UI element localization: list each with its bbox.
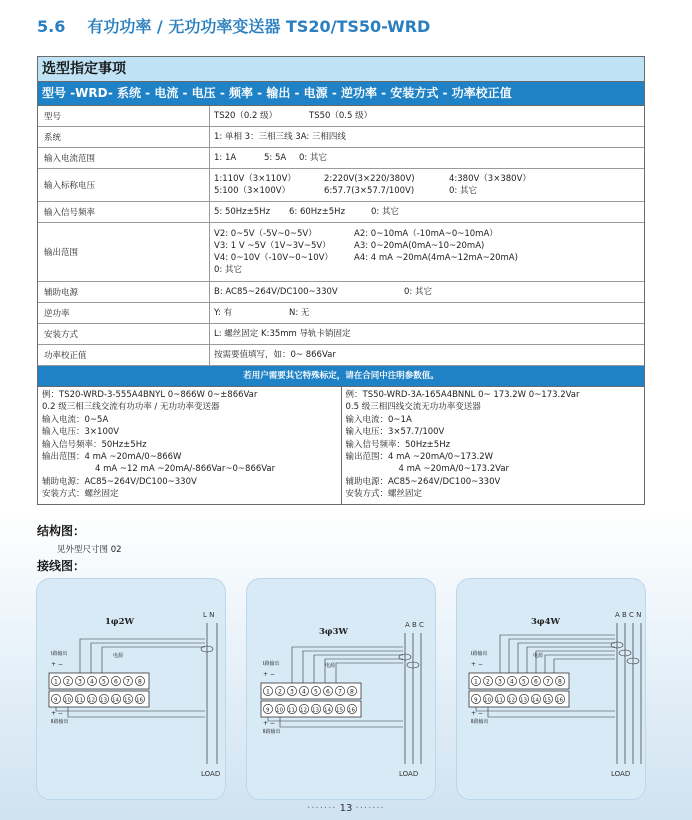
- spec-value: [210, 127, 644, 147]
- spec-value-text: L: 螺丝固定 K:35mm 导轨卡销固定: [214, 329, 351, 339]
- terminal-label: 5: [314, 688, 318, 696]
- example-line: 输出范围：4 mA ~20mA/0~866W: [42, 452, 182, 463]
- spec-row: [38, 223, 644, 282]
- spec-row: [38, 303, 644, 324]
- spec-value-text: 0: 其它: [214, 265, 242, 275]
- terminal-label: 11: [496, 697, 503, 704]
- load-wire: [68, 707, 205, 717]
- output-2-polarity: + −: [51, 710, 63, 717]
- output-1-polarity: + −: [471, 661, 483, 668]
- spec-value-text: V4: 0~10V（-10V~0~10V）: [214, 253, 333, 263]
- spec-value: [210, 148, 644, 168]
- spec-value-line: [214, 286, 640, 298]
- spec-value: [210, 324, 644, 344]
- spec-value-text: 5: 5A: [264, 153, 287, 163]
- spec-value-text: 1:110V（3×110V）: [214, 174, 296, 184]
- load-label: LOAD: [201, 770, 221, 778]
- phase-labels: A B C N: [615, 611, 642, 619]
- spec-value-text: B: AC85~264V/DC100~330V: [214, 287, 338, 297]
- spec-value: [210, 106, 644, 126]
- power-label: 电源: [325, 663, 336, 669]
- spec-row: [38, 345, 644, 366]
- terminal-label: 6: [534, 678, 538, 686]
- terminal-label: 14: [532, 697, 539, 704]
- connection-wire: [102, 647, 205, 673]
- load-label: LOAD: [611, 770, 631, 778]
- spec-row: [38, 127, 644, 148]
- diagram-title: 1φ2W: [105, 617, 135, 627]
- spec-value-text: 0: 其它: [299, 153, 327, 163]
- example-line: 4 mA ~20mA/0~173.2Var: [398, 464, 510, 475]
- structure-heading: 结构图：: [37, 524, 86, 538]
- example-line: 输入信号频率：50Hz±5Hz: [345, 439, 451, 450]
- example-block: [341, 387, 645, 504]
- spec-value: [210, 169, 644, 201]
- spec-value-line: [214, 185, 640, 197]
- terminal-label: 7: [126, 678, 130, 686]
- spec-rows: [38, 106, 644, 366]
- spec-key: 型号: [38, 106, 210, 126]
- terminal-label: 10: [64, 697, 71, 704]
- spec-key: 安装方式: [38, 324, 210, 344]
- spec-value-text: 1: 单相 3：三相三线 3A: 三相四线: [214, 132, 346, 142]
- terminal-label: 12: [300, 707, 307, 714]
- spec-row: [38, 282, 644, 303]
- terminal-label: 4: [302, 688, 306, 696]
- connection-wire: [554, 659, 615, 673]
- page-dots-right: ·······: [355, 803, 385, 814]
- diagram-title: 3φ4W: [531, 617, 561, 627]
- example-line: 输入电压：3×57.7/100V: [345, 427, 445, 438]
- custom-note: 若用户需要其它特殊标定，请在合同中注明参数值。: [38, 366, 644, 387]
- spec-row: [38, 324, 644, 345]
- connection-wire: [545, 655, 615, 673]
- spec-value-text: V2: 0~5V（-5V~0~5V）: [214, 229, 317, 239]
- terminal-label: 2: [486, 678, 490, 686]
- spec-value-text: 6: 60Hz±5Hz: [289, 207, 346, 217]
- spec-value-line: [214, 349, 640, 361]
- power-label: 电源: [533, 653, 544, 659]
- spec-value-line: [214, 152, 640, 164]
- page-number-value: 13: [339, 803, 353, 814]
- spec-key: 输入信号频率: [38, 202, 210, 222]
- spec-value-text: V3: 1 V ~5V（1V~3V~5V）: [214, 241, 331, 251]
- spec-value: [210, 202, 644, 222]
- example-line: 0.5 级三相四线交流无功功率变送器: [345, 402, 481, 413]
- power-label: 电源: [113, 653, 124, 659]
- spec-value-line: [214, 264, 640, 276]
- terminal-label: 15: [544, 697, 551, 704]
- connection-wire: [509, 639, 615, 673]
- spec-value-text: A3: 0~20mA(0mA~10~20mA): [354, 241, 485, 251]
- terminal-label: 12: [88, 697, 95, 704]
- spec-value-line: [214, 307, 640, 319]
- spec-value-line: [214, 173, 640, 185]
- terminal-label: 2: [66, 678, 70, 686]
- terminal-label: 9: [266, 707, 270, 714]
- terminal-label: 11: [76, 697, 83, 704]
- output-2-polarity: + −: [263, 720, 275, 727]
- example-line: 0.2 级三相三线交流有功功率 / 无功功率变送器: [42, 402, 220, 413]
- spec-value-text: 4:380V（3×380V）: [449, 174, 531, 184]
- spec-value-text: 0: 其它: [404, 287, 432, 297]
- terminal-label: 7: [546, 678, 550, 686]
- terminal-label: 1: [54, 678, 58, 686]
- connection-wire: [500, 635, 615, 673]
- spec-row: [38, 169, 644, 202]
- load-label: LOAD: [399, 770, 419, 778]
- spec-value-text: 0: 其它: [449, 186, 477, 196]
- connection-wire: [303, 651, 403, 683]
- spec-value-line: [214, 240, 640, 252]
- load-wire: [56, 707, 205, 711]
- terminal-label: 8: [138, 678, 142, 686]
- selection-table: [37, 56, 645, 505]
- spec-value: [210, 303, 644, 323]
- spec-value-text: N: 无: [289, 308, 310, 318]
- spec-value-text: 6:57.7(3×57.7/100V): [324, 186, 415, 196]
- load-wire: [488, 707, 615, 717]
- terminal-label: 14: [112, 697, 119, 704]
- output-1-label: Ⅰ路输出: [471, 651, 488, 657]
- spec-value-line: [214, 228, 640, 240]
- example-line: 输入电流：0~1A: [345, 414, 412, 425]
- terminal-label: 9: [54, 697, 58, 704]
- terminal-label: 8: [350, 688, 354, 696]
- example-line: 辅助电源：AC85~264V/DC100~330V: [345, 476, 501, 487]
- spec-value-text: 5:100（3×100V）: [214, 186, 291, 196]
- wiring-diagram-3p3w: [246, 578, 436, 800]
- terminal-label: 1: [474, 678, 478, 686]
- section-number: 5.6: [37, 17, 66, 36]
- wiring-heading: 接线图：: [37, 559, 86, 573]
- terminal-label: 3: [290, 688, 294, 696]
- terminal-label: 10: [484, 697, 491, 704]
- spec-key: 功率校正值: [38, 345, 210, 365]
- spec-key: 输入电流范围: [38, 148, 210, 168]
- connection-wire: [336, 663, 403, 683]
- spec-value-line: [214, 131, 640, 143]
- spec-row: [38, 202, 644, 223]
- diagram-title: 3φ3W: [319, 627, 349, 637]
- terminal-label: 5: [522, 678, 526, 686]
- spec-value-line: [214, 252, 640, 264]
- example-line: 输出范围：4 mA ~20mA/0~173.2W: [345, 452, 494, 463]
- page-number: [0, 803, 692, 814]
- phase-labels: L N: [203, 611, 215, 619]
- terminal-label: 6: [326, 688, 330, 696]
- wiring-diagram-3p4w: [456, 578, 646, 800]
- spec-value-line: [214, 328, 640, 340]
- phase-labels: A B C: [405, 621, 424, 629]
- terminal-label: 3: [78, 678, 82, 686]
- output-2-label: Ⅱ路输出: [263, 729, 281, 735]
- output-1-label: Ⅰ路输出: [263, 661, 280, 667]
- terminal-label: 8: [558, 678, 562, 686]
- spec-value-text: 5: 50Hz±5Hz: [214, 207, 271, 217]
- section-title-text: 有功功率 / 无功功率变送器 TS20/TS50-WRD: [87, 17, 431, 36]
- connection-wire: [91, 643, 205, 673]
- example-line: 例：TS50-WRD-3A-165A4BNNL 0~ 173.2W 0~173.2Var: [345, 390, 580, 400]
- spec-value-line: [214, 206, 640, 218]
- spec-value-line: [214, 110, 640, 122]
- terminal-label: 13: [100, 697, 107, 704]
- terminal-label: 1: [266, 688, 270, 696]
- terminal-label: 10: [276, 707, 283, 714]
- example-line: 输入电压：3×100V: [42, 427, 120, 438]
- load-wire: [268, 717, 403, 721]
- terminal-label: 4: [90, 678, 94, 686]
- spec-value: [210, 345, 644, 365]
- spec-key: 系统: [38, 127, 210, 147]
- example-line: 例：TS20-WRD-3-555A4BNYL 0~866W 0~±866Var: [42, 390, 258, 400]
- spec-value-text: 2:220V(3×220/380V): [324, 174, 415, 184]
- model-format-line: 型号 -WRD- 系统 - 电流 - 电压 - 频率 - 输出 - 电源 - 逆功率 - 安装方式 - 功率校正值: [38, 82, 644, 106]
- terminal-label: 2: [278, 688, 282, 696]
- load-wire: [476, 707, 615, 711]
- example-line: 辅助电源：AC85~264V/DC100~330V: [42, 476, 197, 487]
- page-dots-left: ·······: [307, 803, 337, 814]
- output-1-polarity: + −: [51, 661, 63, 668]
- spec-value-text: A4: 4 mA ~20mA(4mA~12mA~20mA): [354, 253, 518, 263]
- terminal-label: 16: [348, 707, 355, 714]
- spec-value-text: 0: 其它: [371, 207, 399, 217]
- connection-wire: [536, 651, 615, 673]
- terminal-label: 13: [520, 697, 527, 704]
- spec-key: 逆功率: [38, 303, 210, 323]
- example-line: 输入信号频率：50Hz±5Hz: [42, 439, 147, 450]
- output-2-polarity: + −: [471, 710, 483, 717]
- terminal-label: 9: [474, 697, 478, 704]
- structure-text: 见外型尺寸图 02: [57, 545, 122, 555]
- terminal-label: 13: [312, 707, 319, 714]
- terminal-label: 16: [136, 697, 143, 704]
- terminal-label: 6: [114, 678, 118, 686]
- example-line: 安装方式：螺丝固定: [345, 489, 423, 500]
- spec-key: 输入标称电压: [38, 169, 210, 201]
- spec-key: 辅助电源: [38, 282, 210, 302]
- spec-row: [38, 106, 644, 127]
- spec-value: [210, 282, 644, 302]
- terminal-label: 3: [498, 678, 502, 686]
- example-line: 4 mA ~12 mA ~20mA/-866Var~0~866Var: [95, 464, 276, 475]
- output-2-label: Ⅱ路输出: [471, 719, 489, 725]
- example-line: 安装方式：螺丝固定: [42, 489, 119, 500]
- spec-value-text: TS50（0.5 级）: [309, 111, 373, 121]
- spec-value: [210, 223, 644, 281]
- spec-value-text: Y: 有: [214, 308, 233, 318]
- terminal-label: 15: [124, 697, 131, 704]
- terminal-label: 4: [510, 678, 514, 686]
- terminal-label: 7: [338, 688, 342, 696]
- examples-row: [38, 387, 644, 504]
- spec-row: [38, 148, 644, 169]
- example-block: [38, 387, 341, 504]
- terminal-label: 16: [556, 697, 563, 704]
- spec-value-text: TS20（0.2 级）: [214, 111, 278, 121]
- example-line: 输入电流：0~5A: [42, 414, 109, 425]
- terminal-label: 5: [102, 678, 106, 686]
- output-2-label: Ⅱ路输出: [51, 719, 69, 725]
- spec-value-text: A2: 0~10mA（-10mA~0~10mA）: [354, 229, 498, 239]
- output-1-label: Ⅰ路输出: [51, 651, 68, 657]
- section-title: [37, 14, 430, 37]
- load-wire: [280, 717, 403, 727]
- terminal-label: 14: [324, 707, 331, 714]
- terminal-label: 15: [336, 707, 343, 714]
- table-title: 选型指定事项: [38, 57, 644, 82]
- output-1-polarity: + −: [263, 671, 275, 678]
- spec-key: 输出范围: [38, 223, 210, 281]
- connection-wire: [80, 639, 205, 673]
- wiring-diagram-1p2w: [36, 578, 226, 800]
- terminal-label: 11: [288, 707, 295, 714]
- spec-value-text: 按需要值填写，如：0~ 866Var: [214, 350, 336, 360]
- connection-wire: [325, 659, 403, 683]
- spec-value-text: 1: 1A: [214, 153, 237, 163]
- terminal-label: 12: [508, 697, 515, 704]
- connection-wire: [292, 647, 403, 683]
